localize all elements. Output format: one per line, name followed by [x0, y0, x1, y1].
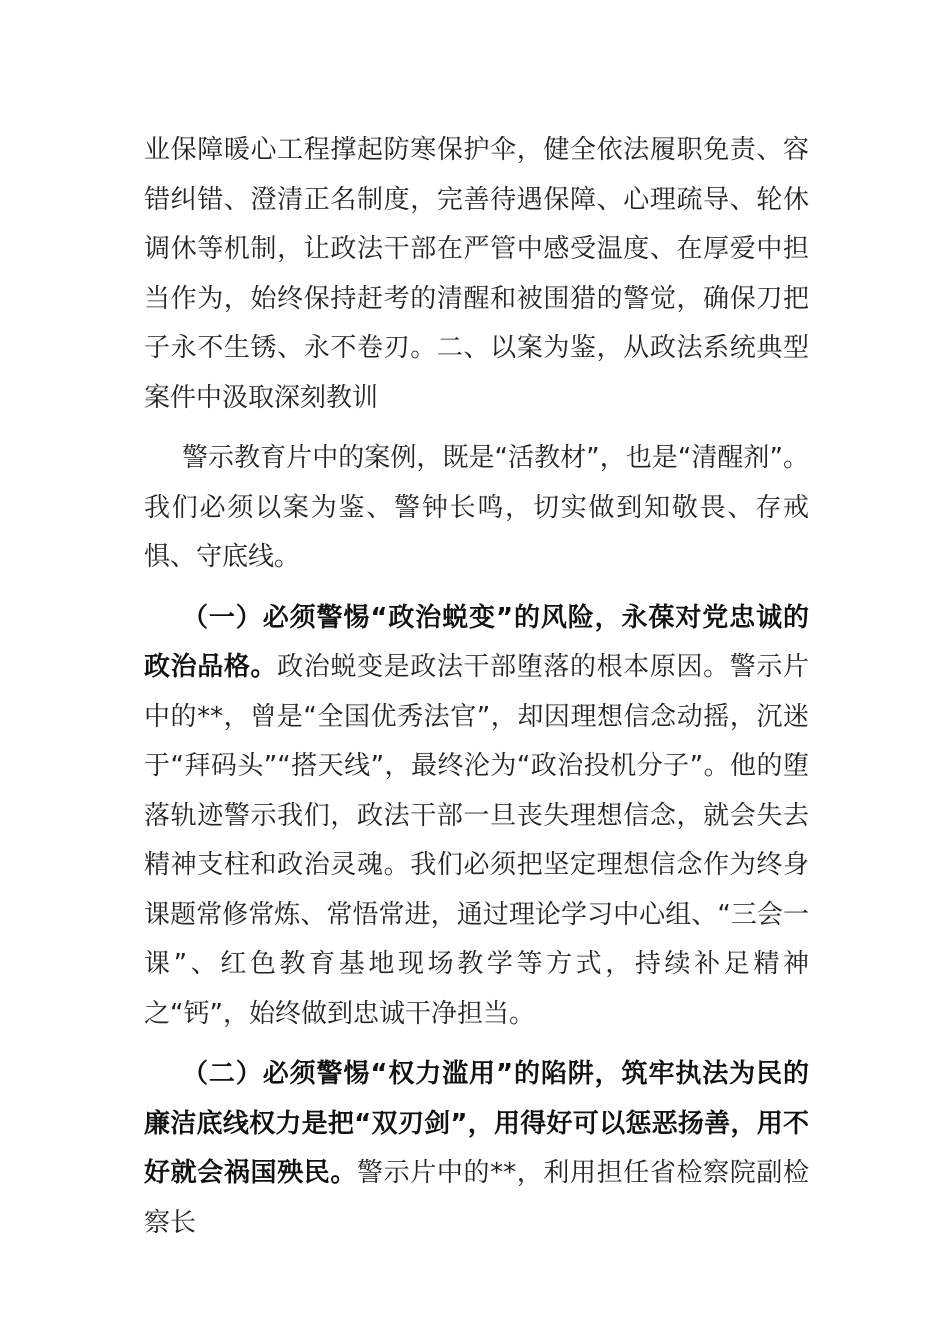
section-heading-two: （二）必须警惕“权力滥用”的陷阱，筑牢执法为民的廉洁底线权力是把“双刃剑”，用得好可以惩恶扬善，用不好就会祸国殃民。 — [144, 1059, 809, 1188]
paragraph-text: 政治蜕变是政法干部堕落的根本原因。警示片中的**，曾是“全国优秀法官”，却因理想信念动摇，沉迷于“拜码头”“搭天线”，最终沦为“政治投机分子”。他的堕落轨迹警示我们，政法干部一旦丧失理想信念，就会失去精神支柱和政治灵魂。我们必须把坚定理想信念作为终身课题常修常炼、常悟常进，通过理论学习中心组、“三会一课”、红色教育基地现场教学等方式，持续补足精神之“钙”，始终做到忠诚干净担当。 — [144, 652, 809, 1029]
document-body — [144, 126, 809, 1248]
paragraph-continuation — [144, 126, 809, 423]
paragraph-text: 警示片中的**，利用担任省检察院副检察长 — [144, 1158, 809, 1238]
paragraph-case-intro — [144, 434, 809, 583]
section-heading-one: （一）必须警惕“政治蜕变”的风险，永葆对党忠诚的政治品格。 — [144, 602, 809, 682]
paragraph-political-degeneration — [144, 594, 809, 1040]
paragraph-text: 业保障暖心工程撑起防寒保护伞，健全依法履职免责、容错纠错、澄清正名制度，完善待遇保障、心理疏导、轮休调休等机制，让政法干部在严管中感受温度、在厚爱中担当作为，始终保持赶考的清醒和被围猎的警觉，确保刀把子永不生锈、永不卷刃。二、以案为鉴，从政法系统典型案件中汲取深刻教训 — [144, 135, 809, 413]
paragraph-text: 警示教育片中的案例，既是“活教材”，也是“清醒剂”。我们必须以案为鉴、警钟长鸣，切实做到知敬畏、存戒惧、守底线。 — [144, 443, 809, 572]
paragraph-power-abuse — [144, 1050, 809, 1248]
